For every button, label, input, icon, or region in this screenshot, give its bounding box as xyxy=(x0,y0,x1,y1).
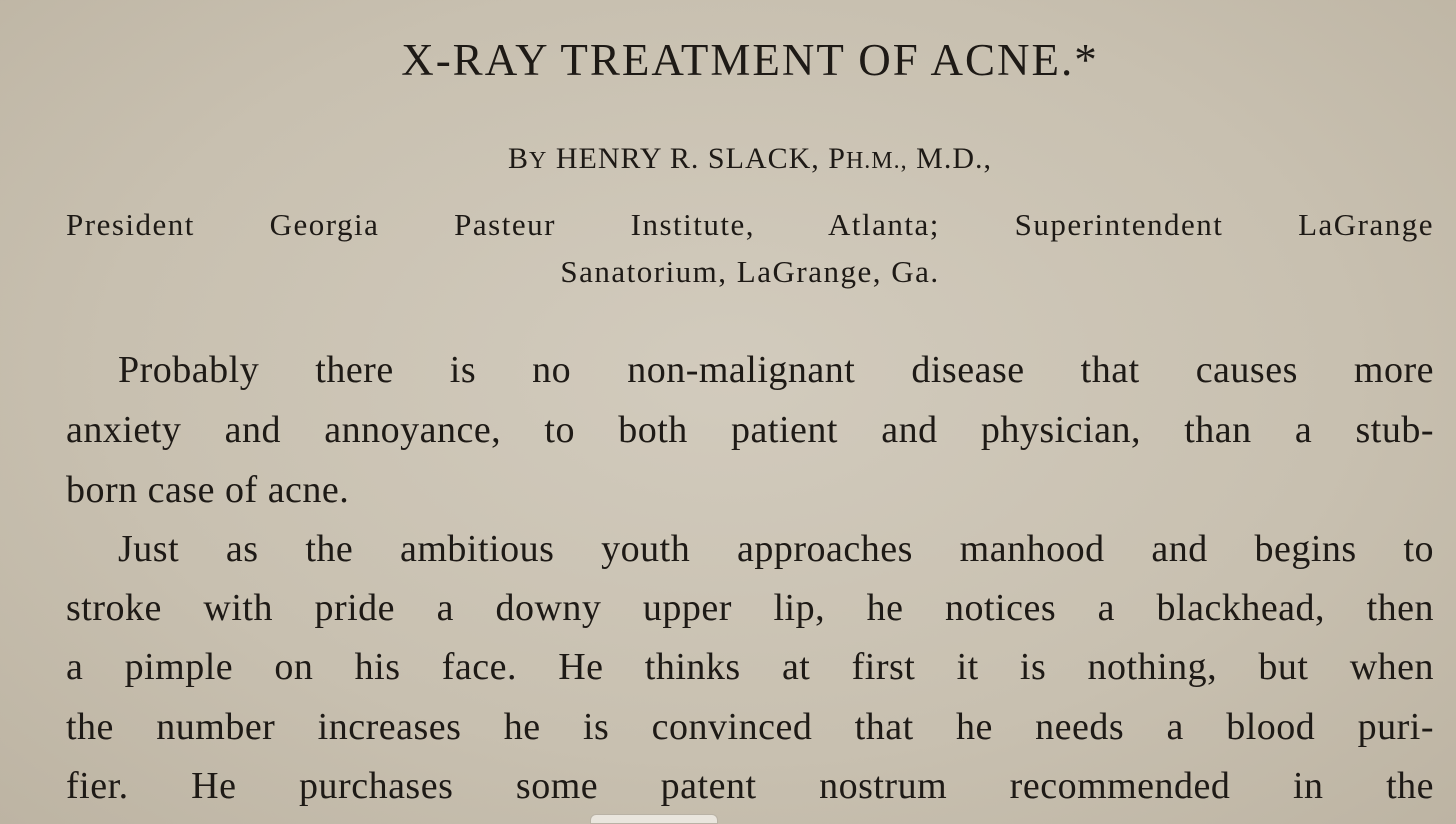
degree-cap: P xyxy=(828,142,846,175)
body-line-8: fier. He purchases some patent nostrum recommended in the xyxy=(66,765,1434,807)
article-title: X-RAY TREATMENT OF ACNE.* xyxy=(401,35,1099,85)
body-line-4: Just as the ambitious youth approaches manhood and begins to xyxy=(118,528,1434,570)
byline-prefix-rest: Y xyxy=(529,148,548,174)
degree-rest: H.M., xyxy=(845,148,908,174)
author-name: HENRY R. SLACK, xyxy=(555,142,820,175)
degree-md: M.D., xyxy=(916,142,992,175)
body-line-5: stroke with pride a downy upper lip, he notices a blackhead, then xyxy=(66,587,1434,629)
body-line-2: anxiety and annoyance, to both patient and physician, than a stub- xyxy=(66,409,1434,451)
body-line-7: the number increases he is convinced that he needs a blood puri- xyxy=(66,706,1434,748)
affiliation-line-2: Sanatorium, LaGrange, Ga. xyxy=(560,254,940,289)
affiliation-line-1: President Georgia Pasteur Institute, Atlanta; Superintendent LaGrange xyxy=(66,207,1434,242)
body-line-3: born case of acne. xyxy=(66,469,350,511)
viewer-scroll-tab[interactable] xyxy=(590,814,718,824)
author-byline xyxy=(0,142,1456,176)
body-line-6: a pimple on his face. He thinks at first it is nothing, but when xyxy=(66,646,1434,688)
byline-prefix-cap: B xyxy=(508,142,530,175)
body-line-1: Probably there is no non-malignant disease that causes more xyxy=(118,349,1434,391)
